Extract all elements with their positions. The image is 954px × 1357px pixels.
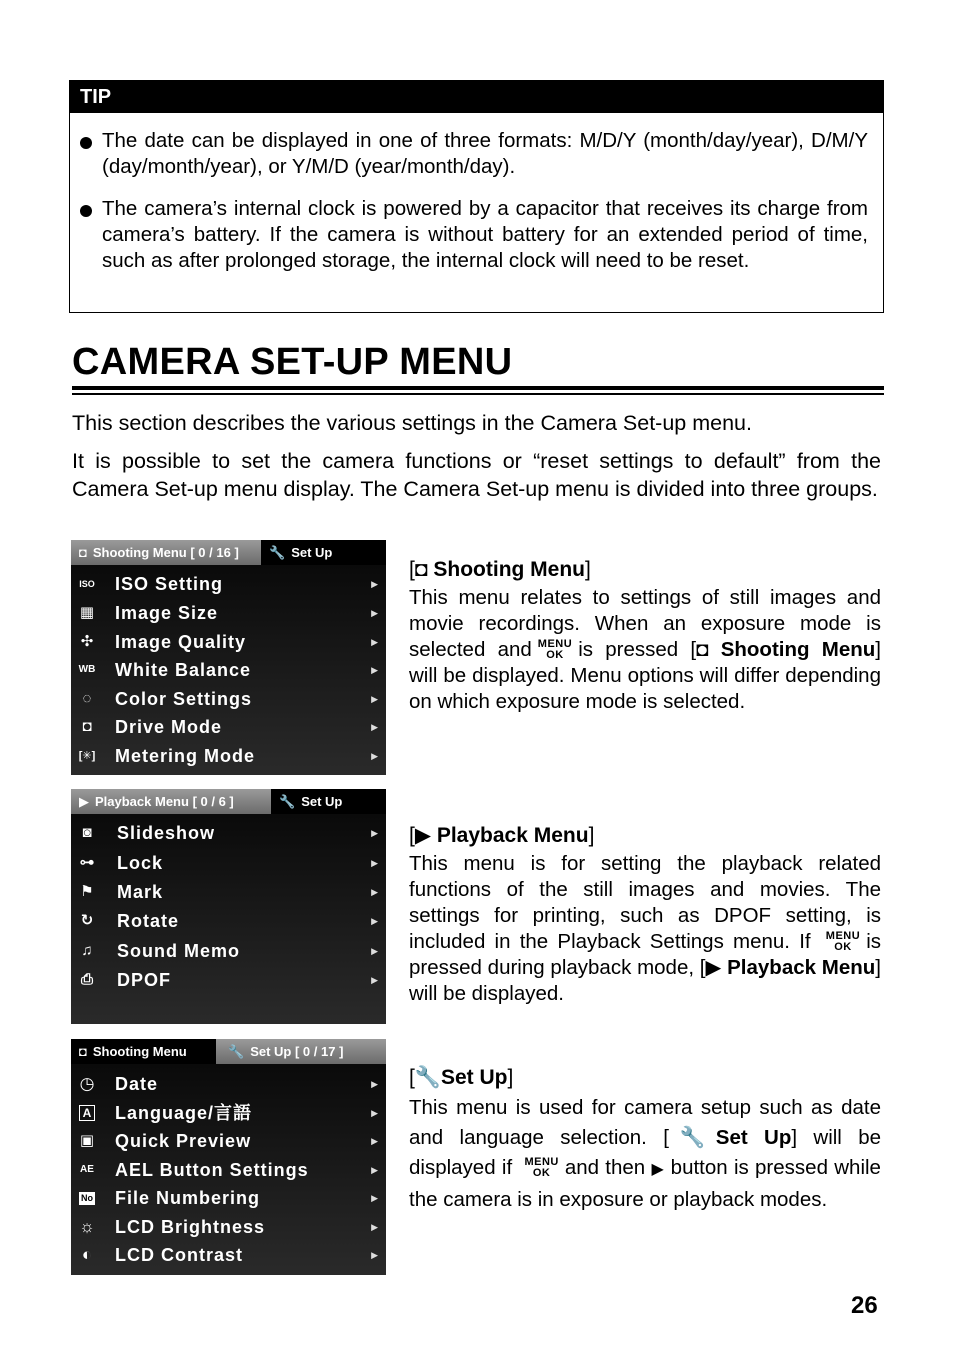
chevron-right-icon: ▶ xyxy=(371,579,378,589)
chevron-right-icon: ▶ xyxy=(371,1222,378,1232)
wrench-icon: 🔧 xyxy=(279,794,296,809)
wrench-icon: 🔧 xyxy=(228,1044,245,1059)
lock-icon: ⊶ xyxy=(79,854,95,871)
chevron-right-icon: ▶ xyxy=(371,751,378,761)
menu-item-image-size: ▦ Image Size ▶ xyxy=(71,599,386,627)
menu-item-lock: ⊶ Lock ▶ xyxy=(71,849,386,877)
shooting-menu-heading: [◘ Shooting Menu] xyxy=(409,558,591,581)
white-balance-icon: WB xyxy=(78,664,96,675)
wrench-icon: 🔧 xyxy=(668,1126,716,1149)
chevron-right-icon: ▶ xyxy=(371,975,378,985)
chevron-right-icon: ▶ xyxy=(371,608,378,618)
tab-set-up: 🔧 Set Up [ 0 / 17 ] xyxy=(216,1039,386,1064)
camera-icon: ◘ xyxy=(414,558,428,581)
camera-icon: ◘ xyxy=(79,545,87,560)
chevron-right-icon: ▶ xyxy=(371,1108,378,1118)
menu-item-date: ◷ Date ▶ xyxy=(71,1070,386,1098)
menu-item-drive-mode: ◘ Drive Mode ▶ xyxy=(71,713,386,741)
chevron-right-icon: ▶ xyxy=(371,1165,378,1175)
setup-menu-description: [🔧Set Up] This menu is used for camera setup such as date and language selection. [🔧Set Up] will be displayed if MENU OK and then ▶ button is pressed while the camera is in exposure or playback modes. xyxy=(409,1066,882,1211)
menu-item-color-settings: ◌ Color Settings ▶ xyxy=(71,685,386,713)
intro-paragraph-1: This section describes the various settings in the Camera Set-up menu. xyxy=(72,411,752,435)
chevron-right-icon: ▶ xyxy=(371,858,378,868)
menu-item-white-balance: WB White Balance ▶ xyxy=(71,656,386,684)
chevron-right-icon: ▶ xyxy=(371,637,378,647)
playback-menu-description: [▶ Playback Menu] This menu is for setting the playback related functions of the still images and movies. The settings for printing, such as DPOF setting, is included in the Playback Settings menu. If MENU OK is pressed during playback mode, [▶ Playback Menu] will be displayed. xyxy=(409,824,881,1005)
chevron-right-icon: ▶ xyxy=(371,1079,378,1089)
wrench-icon: 🔧 xyxy=(414,1066,441,1089)
dpof-icon: ⎙ xyxy=(80,971,93,988)
tab-set-up: 🔧 Set Up xyxy=(271,789,386,814)
menu-item-metering-mode: [✳] Metering Mode ▶ xyxy=(71,742,386,770)
iso-icon: ISO xyxy=(79,579,95,589)
menu-item-lcd-contrast: ◐ LCD Contrast ▶ xyxy=(71,1241,386,1269)
menu-item-mark: ⚑ Mark ▶ xyxy=(71,878,386,906)
menu-item-ael-button-settings: AE AEL Button Settings ▶ xyxy=(71,1156,386,1184)
quick-preview-icon: ▣ xyxy=(79,1132,95,1149)
camera-icon: ◘ xyxy=(696,638,709,661)
setup-menu-heading: [🔧Set Up] xyxy=(409,1066,514,1089)
language-icon: A xyxy=(79,1105,95,1121)
chevron-right-icon: ▶ xyxy=(371,665,378,675)
ael-icon: AE xyxy=(80,1164,94,1175)
bullet-icon xyxy=(80,137,92,149)
tip-box xyxy=(69,80,884,313)
play-icon: ▶ xyxy=(79,794,89,809)
tab-shooting-menu: ◘ Shooting Menu [ 0 / 16 ] xyxy=(71,540,261,565)
menu-item-lcd-brightness: ☼ LCD Brightness ▶ xyxy=(71,1213,386,1241)
chevron-right-icon: ▶ xyxy=(371,1136,378,1146)
setup-menu-screen xyxy=(71,1039,386,1275)
playback-menu-heading: [▶ Playback Menu] xyxy=(409,824,595,847)
chevron-right-icon: ▶ xyxy=(371,946,378,956)
tab-shooting-menu: ◘ Shooting Menu xyxy=(71,1039,216,1064)
mark-icon: ⚑ xyxy=(80,883,94,900)
chevron-right-icon: ▶ xyxy=(371,722,378,732)
menu-item-dpof: ⎙ DPOF ▶ xyxy=(71,966,386,994)
tip-header: TIP xyxy=(70,81,883,113)
chevron-right-icon: ▶ xyxy=(371,1193,378,1203)
shooting-menu-screen xyxy=(71,540,386,775)
menu-item-slideshow: ◙ Slideshow ▶ xyxy=(71,819,386,847)
menu-item-image-quality: ✣ Image Quality ▶ xyxy=(71,628,386,656)
bullet-icon xyxy=(80,205,92,217)
wrench-icon: 🔧 xyxy=(269,545,286,560)
menu-item-rotate: ↻ Rotate ▶ xyxy=(71,907,386,935)
contrast-icon: ◐ xyxy=(81,1245,93,1264)
rotate-icon: ↻ xyxy=(80,912,94,929)
right-arrow-icon: ▶ xyxy=(651,1161,665,1178)
menu-item-language: A Language/言語 ▶ xyxy=(71,1099,386,1127)
slideshow-icon: ◙ xyxy=(82,824,92,841)
chevron-right-icon: ▶ xyxy=(371,694,378,704)
brightness-icon: ☼ xyxy=(79,1217,95,1236)
page-number: 26 xyxy=(851,1292,878,1319)
menu-item-iso-setting: ISO ISO Setting ▶ xyxy=(71,570,386,598)
play-icon: ▶ xyxy=(705,956,722,979)
menu-ok-icon: MENU OK xyxy=(524,1156,559,1179)
drive-mode-icon: ◘ xyxy=(82,718,92,735)
title-rule-thin xyxy=(72,393,884,395)
chevron-right-icon: ▶ xyxy=(371,828,378,838)
image-size-icon: ▦ xyxy=(79,604,95,621)
file-numbering-icon: No xyxy=(81,1193,93,1203)
menu-item-file-numbering: No File Numbering ▶ xyxy=(71,1184,386,1212)
tab-set-up: 🔧 Set Up xyxy=(261,540,386,565)
menu-item-sound-memo: ♫ Sound Memo ▶ xyxy=(71,937,386,965)
sound-memo-icon: ♫ xyxy=(81,942,93,959)
chevron-right-icon: ▶ xyxy=(371,887,378,897)
chevron-right-icon: ▶ xyxy=(371,916,378,926)
clock-icon: ◷ xyxy=(79,1074,95,1093)
shooting-menu-description: [◘ Shooting Menu] This menu relates to settings of still images and movie recordings. When an exposure mode is selected and MENU OK is pressed [◘ Shooting Menu] will be displayed. Menu options will differ depending on which exposure mode is selected. xyxy=(409,558,881,713)
tip-item-date-format: The date can be displayed in one of three formats: M/D/Y (month/day/year), D/M/Y (day/month/year), or Y/M/D (year/month/day). xyxy=(102,129,868,178)
title-rule-thick xyxy=(72,386,884,390)
menu-ok-icon: MENU OK xyxy=(537,638,573,661)
tab-playback-menu: ▶ Playback Menu [ 0 / 6 ] xyxy=(71,789,271,814)
intro-paragraph-2: It is possible to set the camera functions or “reset settings to default” from the Camera Set-up menu display. The Camera Set-up menu is divided into three groups. xyxy=(72,449,881,501)
metering-mode-icon: [✳] xyxy=(78,750,96,762)
color-settings-icon: ◌ xyxy=(82,690,92,707)
tip-item-internal-clock: The camera’s internal clock is powered by a capacitor that receives its charge from camera’s battery. If the camera is without battery for an extended period of time, such as after prolonged storage, the internal clock will need to be reset. xyxy=(102,197,868,272)
section-title: CAMERA SET-UP MENU xyxy=(72,341,513,383)
camera-icon: ◘ xyxy=(79,1044,87,1059)
image-quality-icon: ✣ xyxy=(80,633,94,650)
menu-item-quick-preview: ▣ Quick Preview ▶ xyxy=(71,1127,386,1155)
playback-menu-screen xyxy=(71,789,386,1024)
chevron-right-icon: ▶ xyxy=(371,1250,378,1260)
play-icon: ▶ xyxy=(414,824,431,847)
menu-ok-icon: MENU OK xyxy=(825,930,861,953)
